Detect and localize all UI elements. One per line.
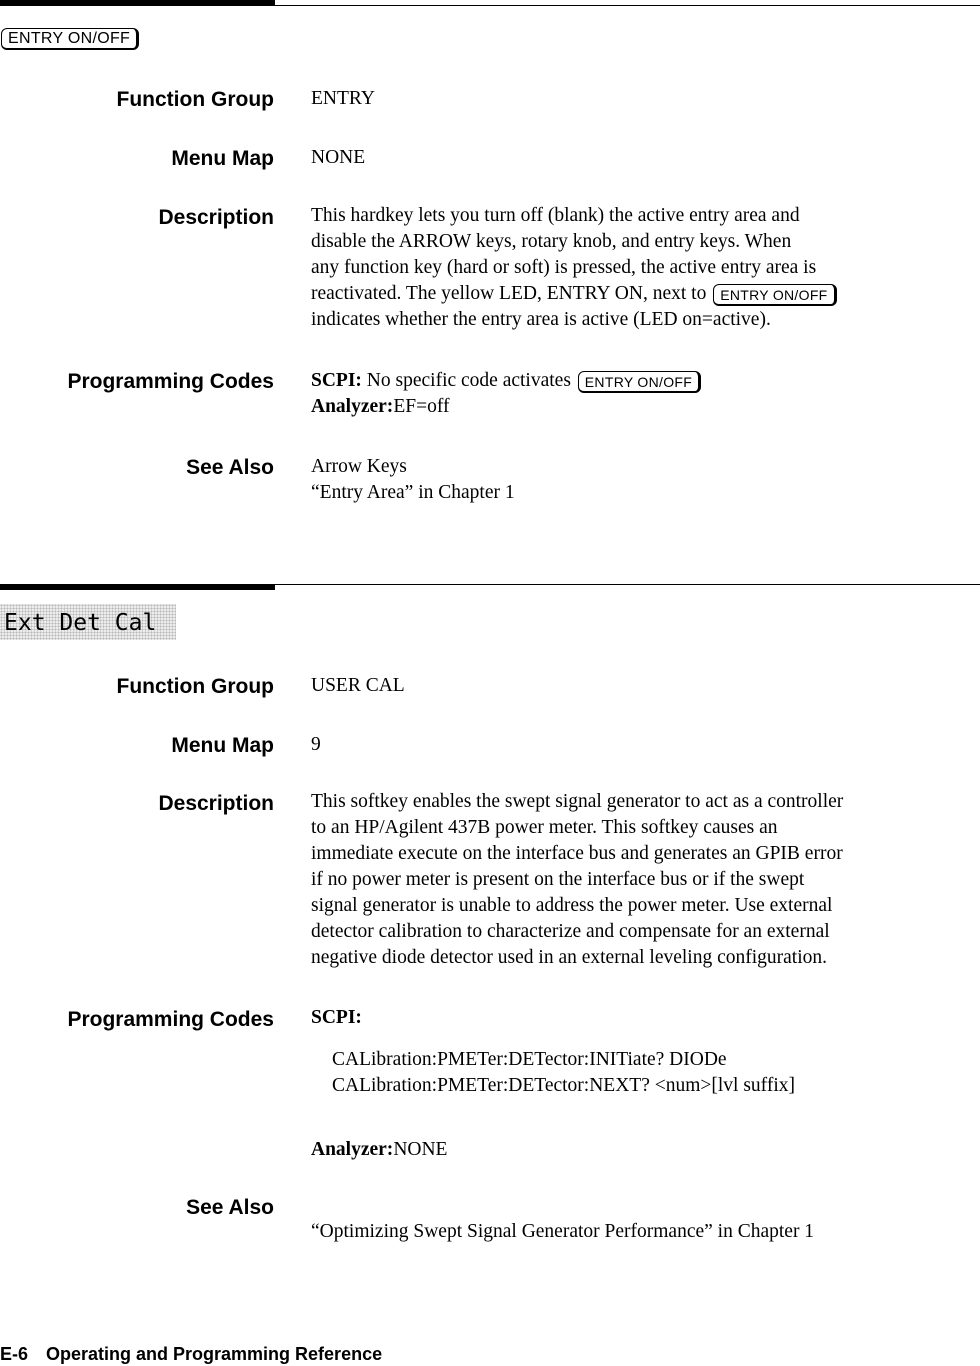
see-also-label: See Also <box>186 456 274 479</box>
menu-map-label: Menu Map <box>171 734 274 757</box>
footer-title: Operating and Programming Reference <box>46 1344 383 1364</box>
scpi-text: No specific code activates <box>361 370 571 391</box>
analyzer-line <box>311 394 975 420</box>
function-group-value: ENTRY <box>311 88 375 109</box>
menu-map-label: Menu Map <box>171 147 274 170</box>
see-also-item: Arrow Keys <box>311 456 407 477</box>
section-rule-thin <box>0 584 980 585</box>
scpi-label: SCPI: <box>311 370 362 391</box>
function-group-label: Function Group <box>116 88 274 111</box>
analyzer-label: Analyzer: <box>311 396 394 417</box>
section-rule-thin <box>0 5 980 6</box>
description-line: signal generator is unable to address the power meter. Use external <box>311 895 833 916</box>
see-also-label: See Also <box>186 1196 274 1219</box>
description-label: Description <box>158 792 274 815</box>
programming-codes-label: Programming Codes <box>67 1008 274 1031</box>
description-line: to an HP/Agilent 437B power meter. This softkey causes an <box>311 817 778 838</box>
menu-map-value: 9 <box>311 734 321 755</box>
programming-codes-text <box>311 1005 975 1163</box>
description-line-with-key <box>311 281 975 307</box>
description-line: This hardkey lets you turn off (blank) the active entry area and <box>311 205 800 226</box>
menu-map-value: NONE <box>311 147 366 168</box>
see-also-text <box>311 1219 975 1245</box>
programming-codes-text <box>311 368 975 420</box>
function-group-value: USER CAL <box>311 675 405 696</box>
entry-on-off-inline-key: ENTRY ON/OFF <box>578 371 701 393</box>
scpi-command: CALibration:PMETer:DETector:INITiate? DIODe <box>332 1049 727 1070</box>
analyzer-line <box>311 1137 975 1163</box>
description-line: This softkey enables the swept signal generator to act as a controller <box>311 791 844 812</box>
scpi-label: SCPI: <box>311 1007 362 1028</box>
page-number: E-6 <box>0 1344 29 1364</box>
description-line: detector calibration to characterize and compensate for an external <box>311 921 830 942</box>
description-label: Description <box>158 206 274 229</box>
scpi-command: CALibration:PMETer:DETector:NEXT? <num>[lvl suffix] <box>332 1075 795 1096</box>
scpi-line <box>311 368 975 394</box>
analyzer-label: Analyzer: <box>311 1139 394 1160</box>
description-line: if no power meter is present on the interface bus or if the swept <box>311 869 805 890</box>
description-line: reactivated. The yellow LED, ENTRY ON, next to <box>311 283 707 304</box>
description-line: disable the ARROW keys, rotary knob, and entry keys. When <box>311 231 792 252</box>
entry-on-off-hardkey: ENTRY ON/OFF <box>1 28 139 50</box>
programming-codes-label: Programming Codes <box>67 370 274 393</box>
ext-det-cal-softkey: Ext Det Cal <box>0 604 176 640</box>
page-footer <box>0 1344 382 1365</box>
entry-on-off-inline-key: ENTRY ON/OFF <box>713 284 836 306</box>
description-line: negative diode detector used in an external leveling configuration. <box>311 947 828 968</box>
analyzer-text: NONE <box>393 1139 448 1160</box>
see-also-item: “Optimizing Swept Signal Generator Performance” in Chapter 1 <box>311 1221 815 1242</box>
function-group-label: Function Group <box>116 675 274 698</box>
description-line: any function key (hard or soft) is pressed, the active entry area is <box>311 257 817 278</box>
see-also-item: “Entry Area” in Chapter 1 <box>311 482 515 503</box>
see-also-text <box>311 454 975 506</box>
description-text <box>311 203 975 333</box>
description-line: immediate execute on the interface bus and generates an GPIB error <box>311 843 843 864</box>
description-line: indicates whether the entry area is active (LED on=active). <box>311 309 771 330</box>
analyzer-text: EF=off <box>393 396 450 417</box>
description-text <box>311 789 975 971</box>
